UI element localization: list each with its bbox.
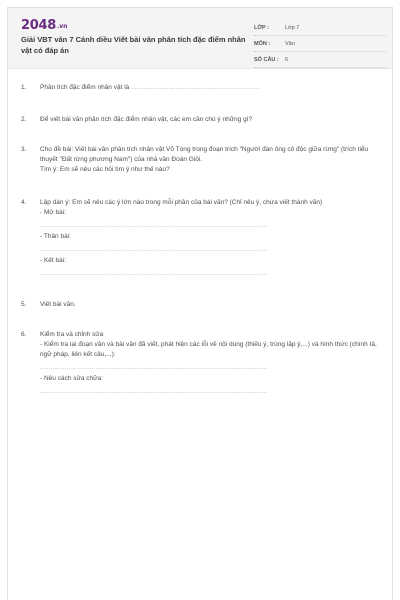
answer-blank[interactable]: ...............................................................................................................................	[40, 271, 268, 277]
meta-row-count	[254, 52, 386, 68]
outline-part-conclusion: - Kết bài:	[40, 257, 67, 264]
question-subtext: - Kiểm tra lại đoạn văn và bài văn đã viết, phát hiện các lỗi về nội dung (thiếu ý, trùng lặp ý,...) và hình thức (chính tả, ngữ pháp, liên kết câu,...):	[40, 341, 377, 358]
answer-blank[interactable]: ........................................................................	[131, 85, 260, 91]
worksheet-page	[7, 7, 393, 600]
question-number: 1.	[21, 84, 27, 91]
meta-key: SỐ CÂU :	[254, 57, 279, 63]
worksheet-header	[8, 8, 392, 69]
question-number: 4.	[21, 199, 27, 206]
meta-value: Lớp 7	[285, 25, 300, 31]
answer-blank[interactable]: ...............................................................................................................................	[40, 365, 268, 371]
question-subtext: - Nêu cách sửa chữa:	[40, 375, 103, 382]
meta-key: LỚP :	[254, 25, 269, 31]
logo-main: 2048	[21, 18, 56, 33]
question-number: 6.	[21, 331, 27, 338]
document-title: Giải VBT văn 7 Cánh diều Viết bài văn phân tích đặc điểm nhân vật có đáp án	[21, 35, 246, 55]
question-text: Kiểm tra và chỉnh sửa	[40, 331, 104, 338]
question-subtext: Tìm ý: Em sẽ nêu các hỏi tìm ý như thế nào?	[40, 166, 170, 173]
meta-key: MÔN :	[254, 41, 271, 47]
question-number: 2.	[21, 116, 27, 123]
meta-value: Văn	[285, 41, 295, 47]
question-text: Phân tích đặc điểm nhân vật là	[40, 84, 130, 91]
meta-row-subject	[254, 36, 386, 52]
outline-part-intro: - Mở bài:	[40, 209, 66, 216]
answer-blank[interactable]: ...............................................................................................................................	[40, 247, 268, 253]
logo-suffix: .vn	[56, 23, 68, 30]
meta-row-grade	[254, 20, 386, 36]
question-number: 5.	[21, 301, 27, 308]
answer-blank[interactable]: ...............................................................................................................................	[40, 223, 268, 229]
question-text: Viết bài văn.	[40, 301, 76, 308]
site-logo[interactable]	[21, 19, 67, 33]
meta-info	[254, 20, 386, 68]
meta-value: 6	[285, 57, 289, 63]
outline-part-body: - Thân bài:	[40, 233, 71, 240]
question-text: Để viết bài văn phân tích đặc điểm nhân vật, các em cần chú ý những gì?	[40, 116, 253, 123]
question-number: 3.	[21, 146, 27, 153]
answer-blank[interactable]: ...............................................................................................................................	[40, 389, 268, 395]
question-text: Lập dàn ý: Em sẽ nêu các ý lớn nào trong mỗi phần của bài văn? (Chỉ nêu ý, chưa viết thành văn)	[40, 199, 323, 206]
question-text: Cho đề bài: Viết bài văn phân tích nhân vật Võ Tòng trong đoạn trích "Người đàn ông cô độc giữa rừng" (trích tiểu thuyết "Đất rừng phương Nam") của nhà văn Đoàn Giỏi.	[40, 146, 369, 163]
